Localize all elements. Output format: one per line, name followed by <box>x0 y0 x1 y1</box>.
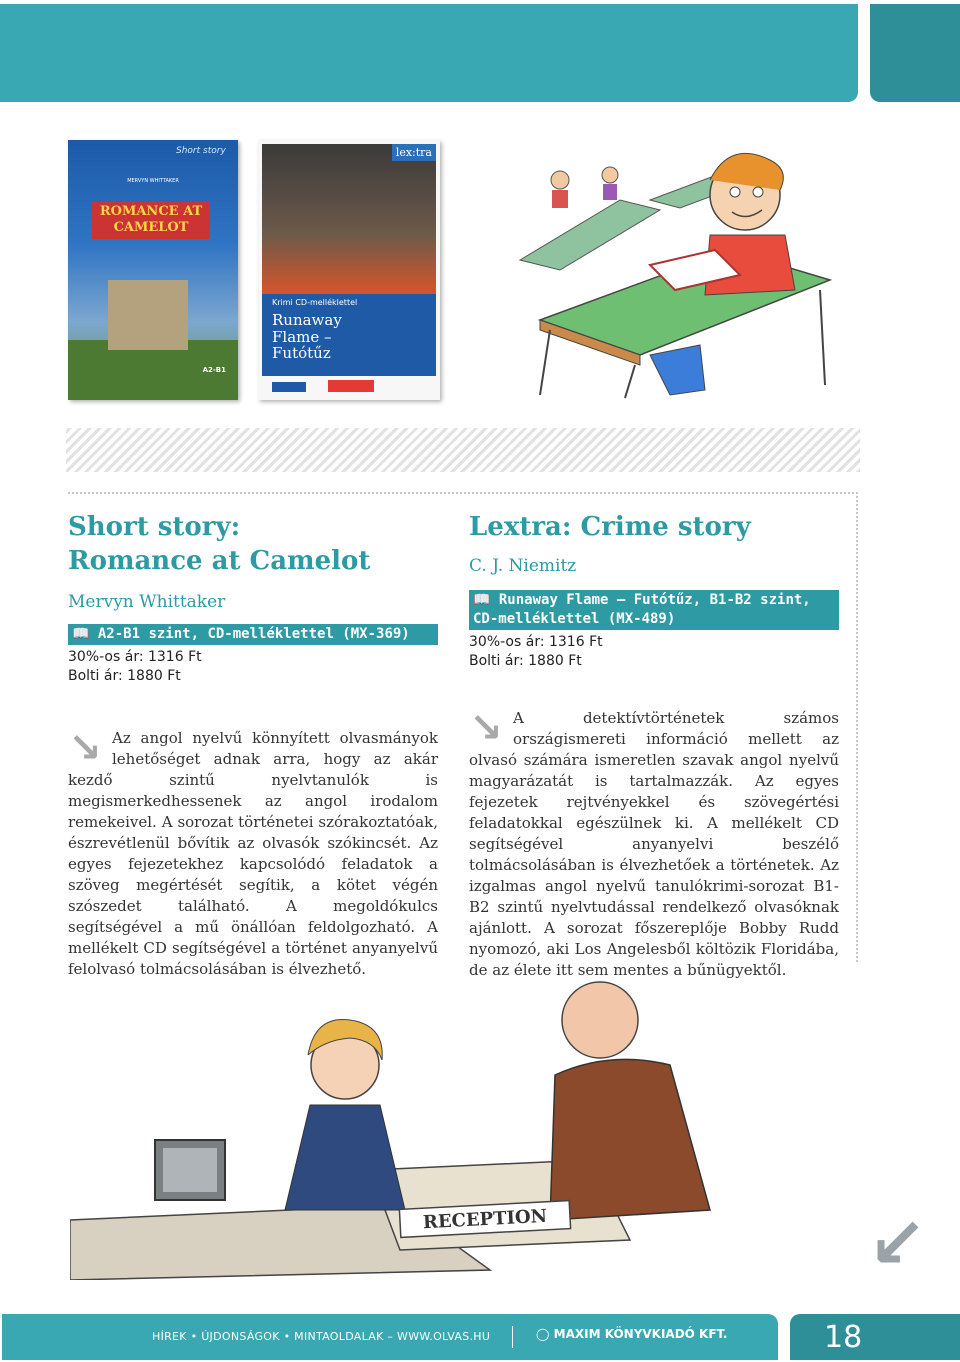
hatched-divider <box>66 428 860 472</box>
right-price-store: Bolti ár: 1880 Ft <box>469 653 582 669</box>
right-column <box>469 510 839 671</box>
castle-image <box>108 280 188 350</box>
left-title <box>68 510 438 578</box>
footer-page-block <box>790 1314 960 1360</box>
publisher-logo <box>536 1327 727 1341</box>
cover2-subtitle: Krimi CD-melléklettel <box>272 298 358 307</box>
left-level-bar <box>68 624 438 645</box>
publisher-name: MAXIM KÖNYVKIADÓ KFT. <box>553 1327 728 1341</box>
left-price-store: Bolti ár: 1880 Ft <box>68 668 181 684</box>
footer-separator <box>512 1326 513 1348</box>
left-author: Mervyn Whittaker <box>68 592 226 612</box>
maxim-logo <box>272 382 306 392</box>
arrow-down-left-icon: ↙ <box>868 1202 927 1284</box>
header-bar <box>0 4 858 102</box>
cover1-level: A2-B1 <box>202 366 226 374</box>
right-author: C. J. Niemitz <box>469 556 577 576</box>
left-title-line2: Romance at Camelot <box>68 546 371 576</box>
reception-sign: RECEPTION <box>422 1205 548 1234</box>
dotted-frame-top <box>68 492 858 494</box>
right-level-info: Runaway Flame – Futótűz, B1-B2 szint, CD-melléklettel (MX-489) <box>473 592 811 627</box>
cover1-author: MERVYN WHITTAKER <box>127 178 179 184</box>
left-title-line1: Short story: <box>68 512 241 542</box>
maxim-logo-icon: ◯ <box>536 1327 550 1341</box>
cover2-photo <box>262 144 436 294</box>
right-price-discount: 30%-os ár: 1316 Ft <box>469 634 603 650</box>
cover1-title: ROMANCE AT CAMELOT <box>92 202 210 239</box>
cover-romance-at-camelot <box>68 140 238 400</box>
book-icon: 📖 <box>473 592 491 608</box>
right-body-text: A detektívtörténetek számos országismereti információ mellett az olvasó számára ismeretlen szavak angol nyelvű magyarázatát is tartalmazzák. Az egyes fejezetek rejtvényekkel és szövegértési feladatokkal egészülnek ki. A mellékelt CD segítségével anyanyelvi beszélő tolmácsolásában is élvezhetőek a történetek. Az izgalmas angol nyelvű tanulókrimi-sorozat B1-B2 szintű nyelvtudással rendelkező olvasóknak ajánlott. A sorozat főszereplője Bobby Rudd nyomozó, aki Los Angelesből költözik Floridába, de az élete itt sem mentes a bűnügyektől. <box>469 709 839 979</box>
arrow-down-right-icon: ↘ <box>68 725 102 771</box>
left-price-discount: 30%-os ár: 1316 Ft <box>68 649 202 665</box>
header-side-block <box>870 4 960 102</box>
book-icon: 📖 <box>72 626 90 642</box>
dotted-frame-right <box>856 492 858 962</box>
left-body-text: Az angol nyelvű könnyített olvasmányok lehetőséget adnak arra, hogy az akár kezdő szintű nyelvtanulók is megismerkedhessenek az angol irodalom remekeivel. A sorozat történetei szórakoztatóak, észrevétlenül bővítik az olvasók szókincsét. Az egyes fejezetekhez kapcsolódó feladatok a szöveg megértését segítik, a kötet végén szószedet található. A megoldókulcs segítségével a mű önállóan feldolgozható. A mellékelt CD segítségével a történet anyanyelvű felolvasó tolmácsolásában is élvezhető. <box>68 729 438 978</box>
arrow-down-right-icon: ↘ <box>469 705 503 751</box>
cover-runaway-flame <box>258 140 440 400</box>
left-column <box>68 510 438 686</box>
right-title: Lextra: Crime story <box>469 512 751 542</box>
footer-nav-text[interactable]: HÍREK • ÚJDONSÁGOK • MINTAOLDALAK – WWW.OLVAS.HU <box>152 1330 491 1343</box>
right-level-bar <box>469 590 839 630</box>
cover2-brand: lex:tra <box>392 144 436 161</box>
right-body-block <box>469 705 839 981</box>
left-level-info: A2-B1 szint, CD-melléklettel (MX-369) <box>97 626 410 642</box>
left-body-block <box>68 725 438 980</box>
cover1-series: Short story <box>176 146 226 156</box>
page-number: 18 <box>824 1320 863 1355</box>
cover2-title: Runaway Flame – Futótűz <box>272 311 342 362</box>
reception-illustration <box>70 980 850 1280</box>
cornelsen-logo <box>328 380 374 392</box>
classroom-illustration <box>500 140 840 400</box>
